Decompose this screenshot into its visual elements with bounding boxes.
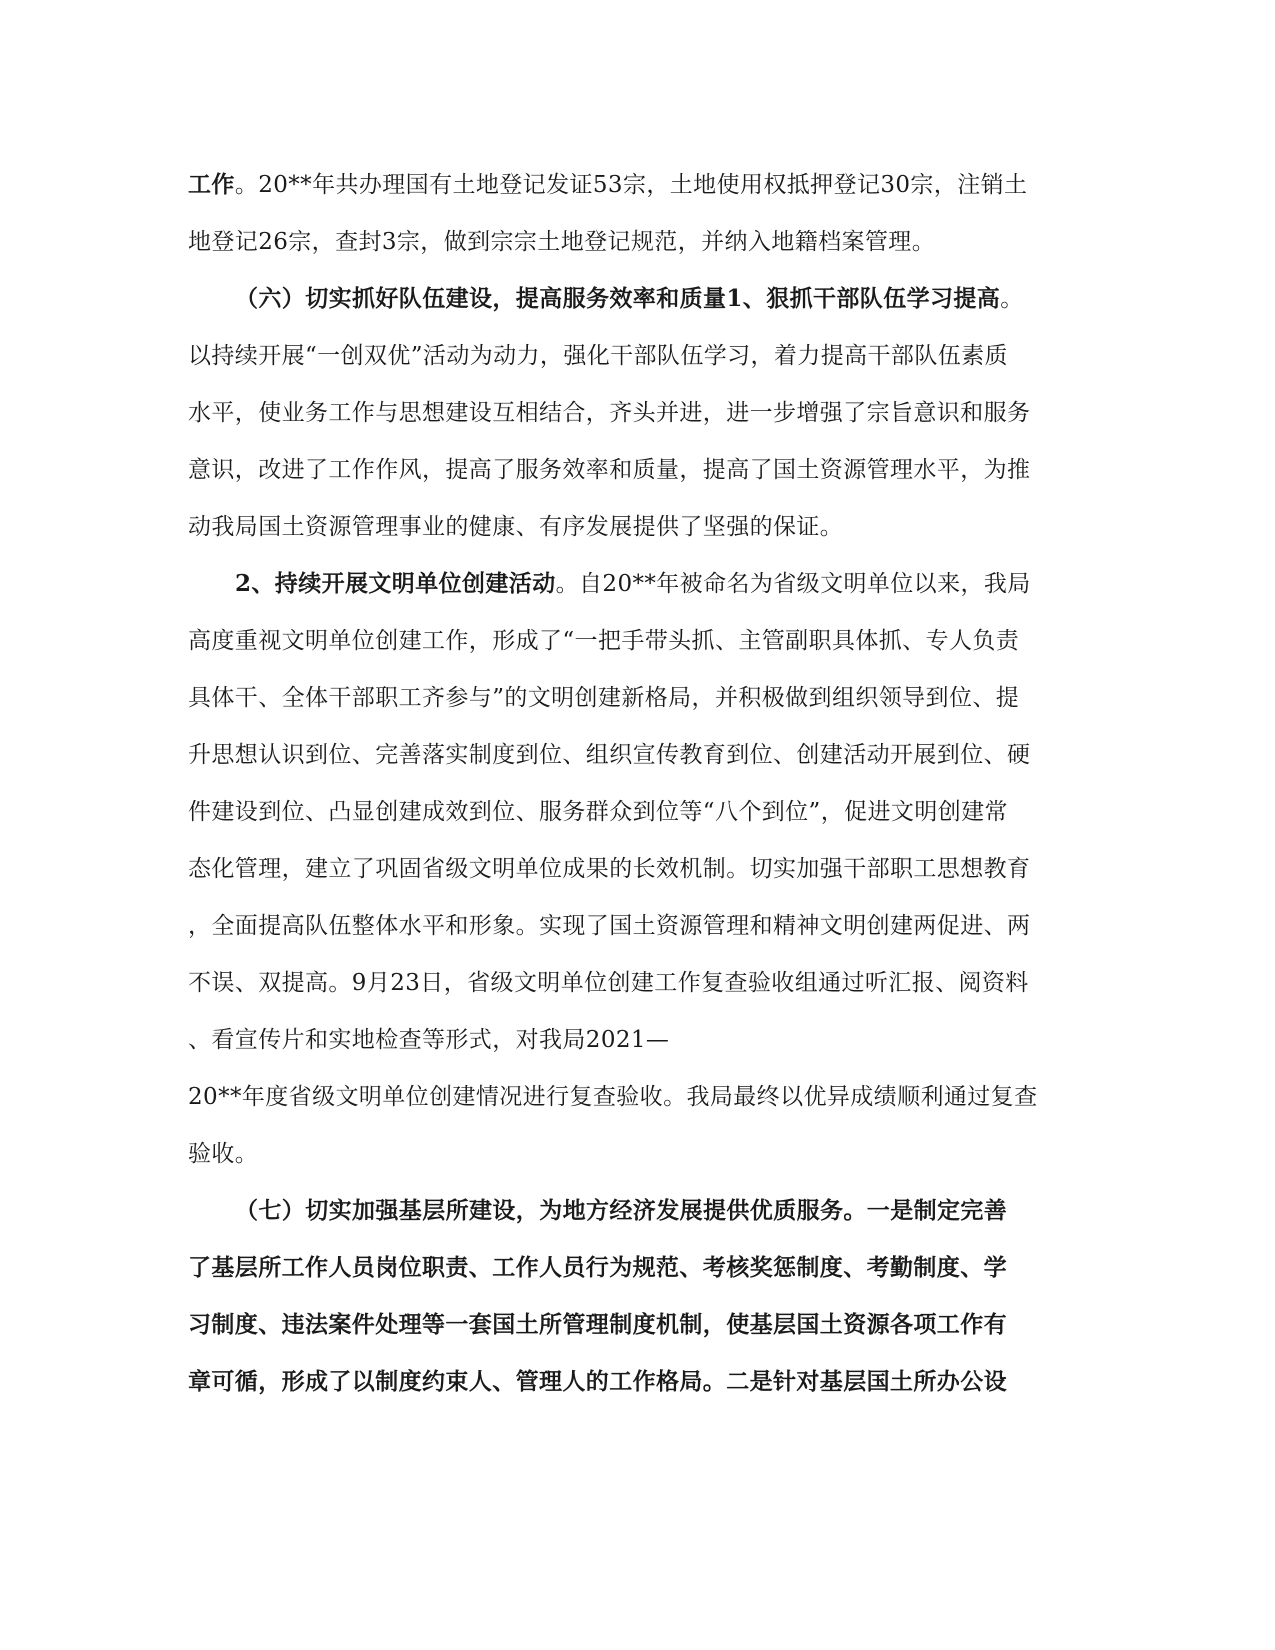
section-heading-line [235,1196,1135,1226]
text-run: （七）切实加强基层所建设，为地方经济发展提供优质服务。一是制定完善 [235,1197,1008,1224]
text-line [188,455,1088,485]
text-line [188,911,1088,941]
text-run: 20**年度省级文明单位创建情况进行复查验收。我局最终以优异成绩顺利通过复查 [188,1084,1038,1110]
text-run: 章可循，形成了以制度约束人、管理人的工作格局。二是针对基层国土所办公设 [188,1368,1007,1395]
text-line [188,512,1088,542]
subheading-line [235,569,1135,599]
text-run: 2、持续开展文明单位创建活动 [235,570,556,597]
text-line [188,1025,1088,1055]
text-run: 地登记26宗，查封3宗，做到宗宗土地登记规范，并纳入地籍档案管理。 [188,229,936,255]
text-line [188,227,1088,257]
text-run: 不误、双提高。9月23日，省级文明单位创建工作复查验收组通过听汇报、阅资料 [188,970,1029,996]
section-heading-line [235,284,1135,314]
text-run: 。20**年共办理国有土地登记发证53宗，土地使用权抵押登记30宗，注销土 [234,172,1028,198]
text-line [188,341,1088,371]
text-line [188,1310,1088,1340]
text-run: ，全面提高队伍整体水平和形象。实现了国土资源管理和精神文明创建两促进、两 [188,913,1031,939]
text-line [188,1139,1088,1169]
text-run: 具体干、全体干部职工齐参与”的文明创建新格局，并积极做到组织领导到位、提 [188,685,1020,711]
text-line [188,1082,1088,1112]
text-run: 升思想认识到位、完善落实制度到位、组织宣传教育到位、创建活动开展到位、硬 [188,742,1031,768]
text-line [188,170,1088,200]
text-run: 、看宣传片和实地检查等形式，对我局2021— [188,1027,670,1053]
text-run: 动我局国土资源管理事业的健康、有序发展提供了坚强的保证。 [188,514,844,540]
text-line [188,854,1088,884]
text-run: 验收。 [188,1141,259,1167]
text-run: 高度重视文明单位创建工作，形成了“一把手带头抓、主管副职具体抓、专人负责 [188,628,1020,654]
text-line [188,626,1088,656]
text-line [188,740,1088,770]
text-line [188,968,1088,998]
text-run: 水平，使业务工作与思想建设互相结合，齐头并进，进一步增强了宗旨意识和服务 [188,400,1031,426]
text-run: 态化管理，建立了巩固省级文明单位成果的长效机制。切实加强干部职工思想教育 [188,856,1031,882]
text-run: 以持续开展“一创双优”活动为动力，强化干部队伍学习，着力提高干部队伍素质 [188,343,1008,369]
text-run: （六）切实抓好队伍建设，提高服务效率和质量1、狠抓干部队伍学习提高 [235,285,1001,312]
text-line [188,1253,1088,1283]
text-run: 工作 [188,171,235,198]
text-run: 。 [1000,286,1024,312]
text-line [188,683,1088,713]
text-line [188,797,1088,827]
text-line [188,1367,1088,1397]
text-run: 件建设到位、凸显创建成效到位、服务群众到位等“八个到位”，促进文明创建常 [188,799,1008,825]
text-run: 习制度、违法案件处理等一套国土所管理制度机制，使基层国土资源各项工作有 [188,1311,1007,1338]
text-run: 。自20**年被命名为省级文明单位以来，我局 [555,571,1031,597]
text-run: 意识，改进了工作作风，提高了服务效率和质量，提高了国土资源管理水平，为推 [188,457,1031,483]
text-run: 了基层所工作人员岗位职责、工作人员行为规范、考核奖惩制度、考勤制度、学 [188,1254,1007,1281]
text-line [188,398,1088,428]
